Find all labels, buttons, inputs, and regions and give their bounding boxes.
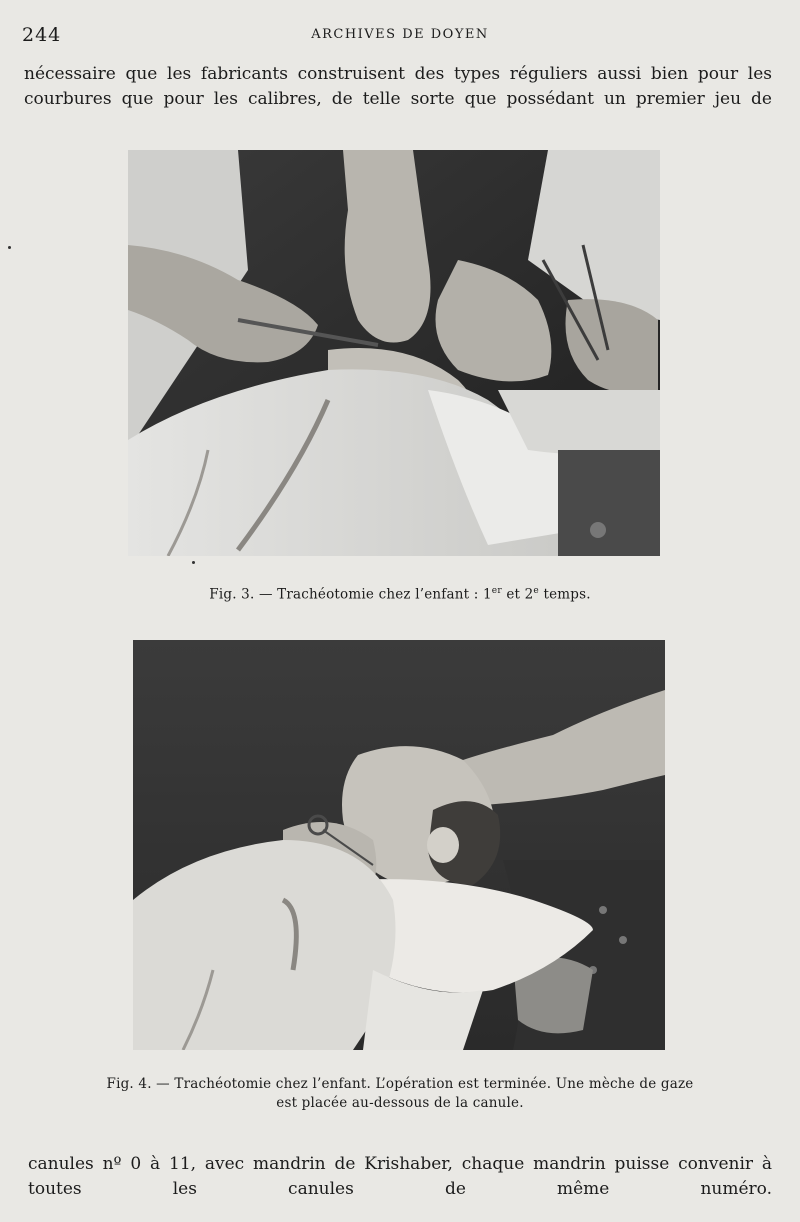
figure-4-caption-line-1: Fig. 4. — Trachéotomie chez l’enfant. L’opération est terminée. Une mèche de gaze xyxy=(106,1076,694,1092)
running-head: ARCHIVES DE DOYEN xyxy=(311,27,489,42)
figure-3-caption-sup-1: er xyxy=(491,586,502,596)
figure-3-photo xyxy=(128,150,660,556)
figure-3-caption-sup-2: e xyxy=(533,586,539,596)
bottom-paragraph-line-2: toutes les canules de même numéro. xyxy=(28,1179,772,1199)
speck xyxy=(192,561,195,564)
top-paragraph xyxy=(24,62,772,112)
figure-3-caption-mid: et 2 xyxy=(501,586,534,603)
figure-4-caption-line-2: est placée au-dessous de la canule. xyxy=(276,1095,524,1111)
figure-4-caption xyxy=(0,1075,800,1113)
figure-3-caption xyxy=(0,582,800,605)
figure-3-caption-prefix: Fig. 3. — Trachéotomie chez l’enfant : 1 xyxy=(209,586,492,603)
top-paragraph-line-1: nécessaire que les fabricants construisent des types réguliers aussi bien pour les xyxy=(24,64,772,84)
figure-4-photo xyxy=(133,640,665,1050)
speck xyxy=(8,246,11,249)
figure-3-caption-suffix: temps. xyxy=(538,586,591,603)
bottom-paragraph xyxy=(28,1152,772,1202)
page-number: 244 xyxy=(22,24,62,46)
top-paragraph-line-2: courbures que pour les calibres, de telle sorte que possédant un premier jeu de xyxy=(24,89,772,109)
bottom-paragraph-line-1: canules nº 0 à 11, avec mandrin de Krishaber, chaque mandrin puisse convenir à xyxy=(28,1154,772,1174)
